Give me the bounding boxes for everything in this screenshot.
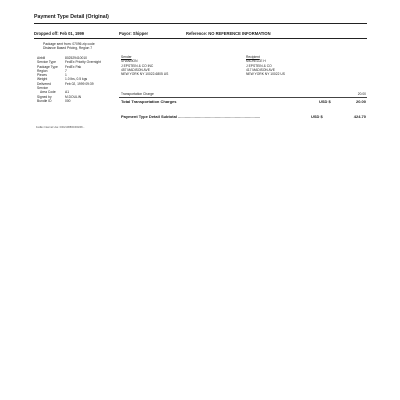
detail-label: Delivered [37,81,51,86]
detail-value: FedEx Pak [65,64,82,69]
charges-divider [119,97,367,98]
sender-line: SHANNON [121,59,138,64]
note-line: Distance Based Pricing, Region 7 [43,46,93,51]
detail-label: Weight [37,77,48,82]
detail-label: Package Type [37,64,58,69]
transportation-charge-label: Transportation Charge [121,92,154,96]
detail-value: 1.0 lbs, 0.5 kgs [65,77,88,82]
note-line: Package sent from: 07096 zip code [43,42,95,46]
subtotal-value: 424.70 [353,114,366,119]
detail-label: Service Type [37,60,56,65]
shipping-notes [43,42,95,50]
detail-label: Airbill [37,56,46,60]
detail-value: FedEx Priority Overnight [65,60,101,65]
payor-label: Payor: Shipper [119,30,149,36]
header-rule-bottom [34,38,367,39]
total-transportation-label: Total Transportation Charges [121,98,177,104]
recipient-line: J EPSTEIN & CO [246,63,272,68]
sender-line: J EPSTEIN & CO INC [121,63,154,68]
subtotal-label: Payment Type Detail Subtotal .......................................................................... [121,115,261,119]
detail-value: A1 [65,90,70,95]
recipient-block [246,55,285,76]
detail-label: Bundle ID [37,98,52,103]
detail-label: Service [37,86,48,91]
detail-label: Signed by [37,94,52,99]
detail-value: 7 [65,68,67,73]
total-transportation-value: 20.00 [355,98,366,104]
detail-value: Feb 02, 1999 09:39 [65,81,94,86]
detail-value: 000 [65,98,71,103]
sender-line: NEW YORK NY 10022-6805 US [121,72,169,77]
header-rule-top [34,23,367,24]
total-currency: USD $ [319,98,331,104]
detail-value: M.DOULIN [65,94,82,99]
page-title: Payment Type Detail (Original) [34,14,109,20]
sender-block [121,55,168,76]
detail-value: 1 [65,73,67,78]
detail-labels [37,56,58,103]
detail-label: Pieces [37,73,47,78]
recipient-heading: Recipient [246,55,260,59]
detail-label: Area Code [40,90,56,95]
subtotal-currency: USD $ [311,114,323,119]
reference-label: Reference: NO REFERENCE INFORMATION [186,30,271,36]
sender-line: 457 MADISON AVE [121,67,150,72]
detail-value: 802529410010 [65,56,88,60]
recipient-line: NEW YORK NY 10022 US [246,72,285,77]
recipient-line: 417 MADISON AVE [246,67,275,72]
transportation-charge-value: 20.00 [357,92,366,96]
recipient-line: MICHELLE H [246,59,266,64]
detail-values [65,56,101,103]
sender-heading: Sender [121,55,132,59]
internal-use-footer: FedEx Internal Use: 0002108800309296... [36,126,85,129]
detail-label: Region [37,68,48,73]
dropped-off-label: Dropped off: Feb 01, 1999 [34,30,85,36]
